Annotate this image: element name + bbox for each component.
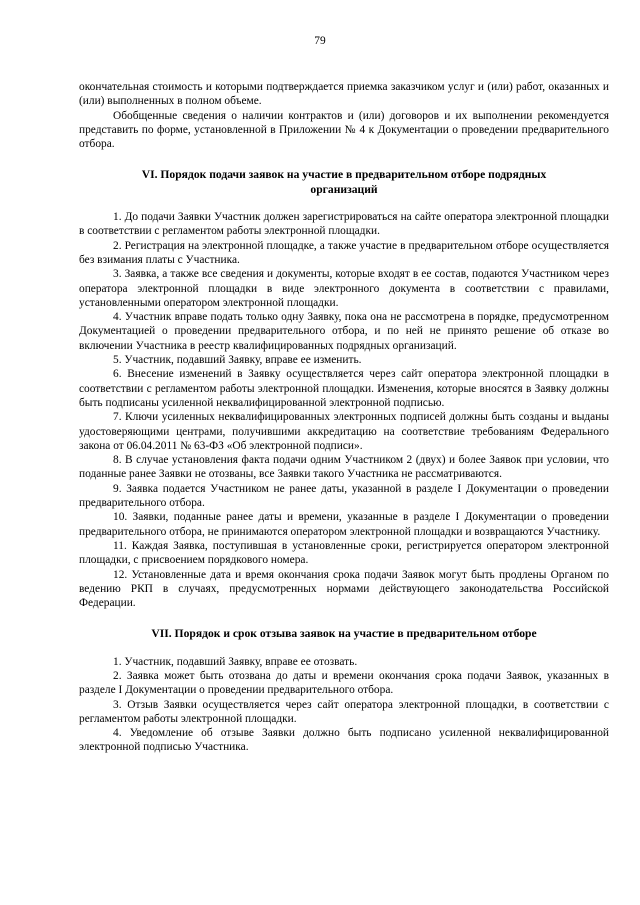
- section-6-item: 6. Внесение изменений в Заявку осуществляется через сайт оператора электронной площадки в соответствии с регламентом работы электронной площадки. Изменения, которые вносятся в Заявку должны быть подписаны усиленной неквалифицированной электронной подписью.: [79, 368, 609, 409]
- paragraph-summary: Обобщенные сведения о наличии контрактов и (или) договоров и их выполнении рекомендуется представить по форме, установленной в Приложении № 4 к Документации о проведении предварительного отбора.: [79, 109, 609, 151]
- section-6-item: 12. Установленные дата и время окончания срока подачи Заявок могут быть продлены Органом по ведению РКП в случаях, предусмотренных нормами действующего законодательства Российской Федерации.: [79, 568, 609, 610]
- section-6-item: 3. Заявка, а также все сведения и документы, которые входят в ее состав, подаются Участником через оператора электронной площадки в виде электронного документа в соответствии с правилами, установленными оператором электронной площадки.: [79, 268, 609, 309]
- section-6-heading: VI. Порядок подачи заявок на участие в предварительном отборе подрядных организаций: [141, 168, 547, 196]
- section-7-heading: VII. Порядок и срок отзыва заявок на участие в предварительном отборе: [151, 627, 537, 641]
- section-6-item: 9. Заявка подается Участником не ранее даты, указанной в разделе I Документации о проведении предварительного отбора.: [79, 482, 609, 510]
- section-6-item: 7. Ключи усиленных неквалифицированных электронных подписей должны быть созданы и выданы удостоверяющими центрами, получившими аккредитацию на соответствие требованиям Федерального закона от 06.04.2011 № 63-ФЗ «Об электронной подписи».: [79, 411, 609, 452]
- section-6-item: 4. Участник вправе подать только одну Заявку, пока она не рассмотрена в порядке, предусмотренном Документацией о проведении предварительного отбора, и по ней не принято решение об отказе во включении Участника в реестр квалифицированных подрядных организаций.: [79, 311, 609, 352]
- section-6-item: 5. Участник, подавший Заявку, вправе ее изменить.: [113, 354, 362, 367]
- paragraph-continuation: окончательная стоимость и которыми подтверждается приемка заказчиком услуг и (или) работ, оказанных и (или) выполненных в полном объеме.: [79, 81, 609, 108]
- section-7-item: 4. Уведомление об отзыве Заявки должно быть подписано усиленной неквалифицированной электронной подписью Участника.: [79, 727, 609, 754]
- section-6-item: 10. Заявки, поданные ранее даты и времени, указанные в разделе I Документации о проведении предварительного отбора, не принимаются оператором электронной площадки и возвращаются Участнику.: [79, 511, 609, 538]
- section-7-item: 2. Заявка может быть отозвана до даты и времени окончания срока подачи Заявок, указанных в разделе I Документации о проведении предварительного отбора.: [79, 669, 609, 697]
- section-6-item: 11. Каждая Заявка, поступившая в установленные сроки, регистрируется оператором электронной площадки, с присвоением порядкового номера.: [79, 539, 609, 567]
- section-7-item: 1. Участник, подавший Заявку, вправе ее отозвать.: [113, 655, 358, 668]
- section-6-item: 2. Регистрация на электронной площадке, а также участие в предварительном отборе осуществляется без взимания платы с Участника.: [79, 239, 609, 266]
- section-6-item: 8. В случае установления факта подачи одним Участником 2 (двух) и более Заявок при условии, что поданные ранее Заявки не отозваны, все Заявки такого Участника не рассматриваются.: [79, 454, 609, 481]
- page-number: 79: [314, 35, 326, 47]
- section-7-item: 3. Отзыв Заявки осуществляется через сайт оператора электронной площадки, в соответствии с регламентом работы электронной площадки.: [79, 698, 609, 725]
- page-content: [79, 80, 609, 755]
- section-6-item: 1. До подачи Заявки Участник должен зарегистрироваться на сайте оператора электронной площадки в соответствии с регламентом работы электронной площадки.: [79, 211, 609, 238]
